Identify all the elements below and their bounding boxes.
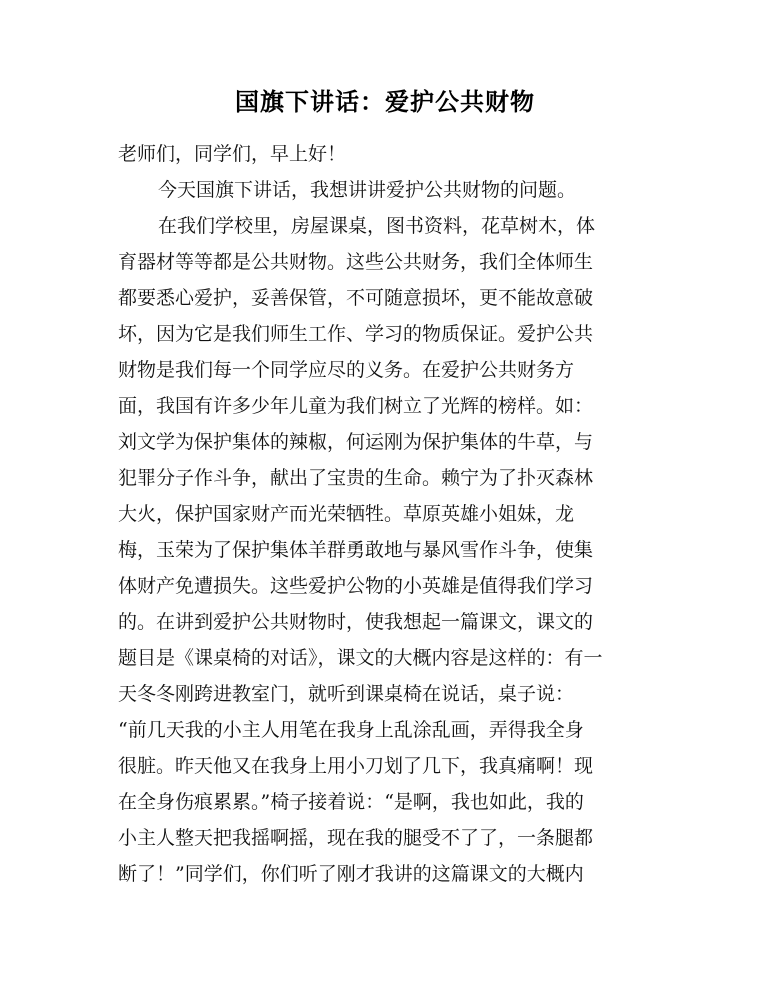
paragraph-line: 断了！”同学们，你们听了刚才我讲的这篇课文的大概内: [118, 863, 584, 885]
paragraph-line: 犯罪分子作斗争，献出了宝贵的生命。赖宁为了扑灭森林: [118, 467, 594, 489]
intro-line: 今天国旗下讲话，我想讲讲爱护公共财物的问题。: [158, 179, 577, 201]
paragraph-line: 大火，保护国家财产而光荣牺牲。草原英雄小姐妹，龙: [118, 503, 575, 525]
paragraph-line: 梅，玉荣为了保护集体羊群勇敢地与暴风雪作斗争，使集: [118, 539, 594, 561]
paragraph-line: 的。在讲到爱护公共财物时，使我想起一篇课文，课文的: [118, 611, 594, 633]
paragraph-line: 在我们学校里，房屋课桌，图书资料，花草树木，体: [158, 215, 596, 237]
paragraph-line: 都要悉心爱护，妥善保管，不可随意损坏，更不能故意破: [118, 287, 594, 309]
paragraph-line: 财物是我们每一个同学应尽的义务。在爱护公共财务方: [118, 359, 575, 381]
paragraph-line: 刘文学为保护集体的辣椒，何运刚为保护集体的牛草，与: [118, 431, 594, 453]
paragraph-line: 题目是《课桌椅的对话》，课文的大概内容是这样的：有一: [118, 647, 603, 669]
paragraph-line: 很脏。昨天他又在我身上用小刀划了几下，我真痛啊！现: [118, 755, 594, 777]
paragraph-line: “前几天我的小主人用笔在我身上乱涂乱画，弄得我全身: [118, 719, 584, 741]
paragraph-line: 面，我国有许多少年儿童为我们树立了光辉的榜样。如：: [118, 395, 594, 417]
paragraph-line: 在全身伤痕累累。”椅子接着说：“是啊，我也如此，我的: [118, 791, 584, 813]
paragraph-line: 天冬冬刚跨进教室门，就听到课桌椅在说话，桌子说：: [118, 683, 575, 705]
paragraph-line: 体财产免遭损失。这些爱护公物的小英雄是值得我们学习: [118, 575, 594, 597]
speech-body: [118, 136, 658, 892]
paragraph-line: 育器材等等都是公共财物。这些公共财务，我们全体师生: [118, 251, 594, 273]
paragraph-line: 坏，因为它是我们师生工作、学习的物质保证。爱护公共: [118, 323, 594, 345]
paragraph-line: 小主人整天把我摇啊摇，现在我的腿受不了了，一条腿都: [118, 827, 594, 849]
page-title: 国旗下讲话：爱护公共财物: [235, 88, 535, 116]
greeting-line: 老师们，同学们，早上好！: [118, 143, 347, 165]
